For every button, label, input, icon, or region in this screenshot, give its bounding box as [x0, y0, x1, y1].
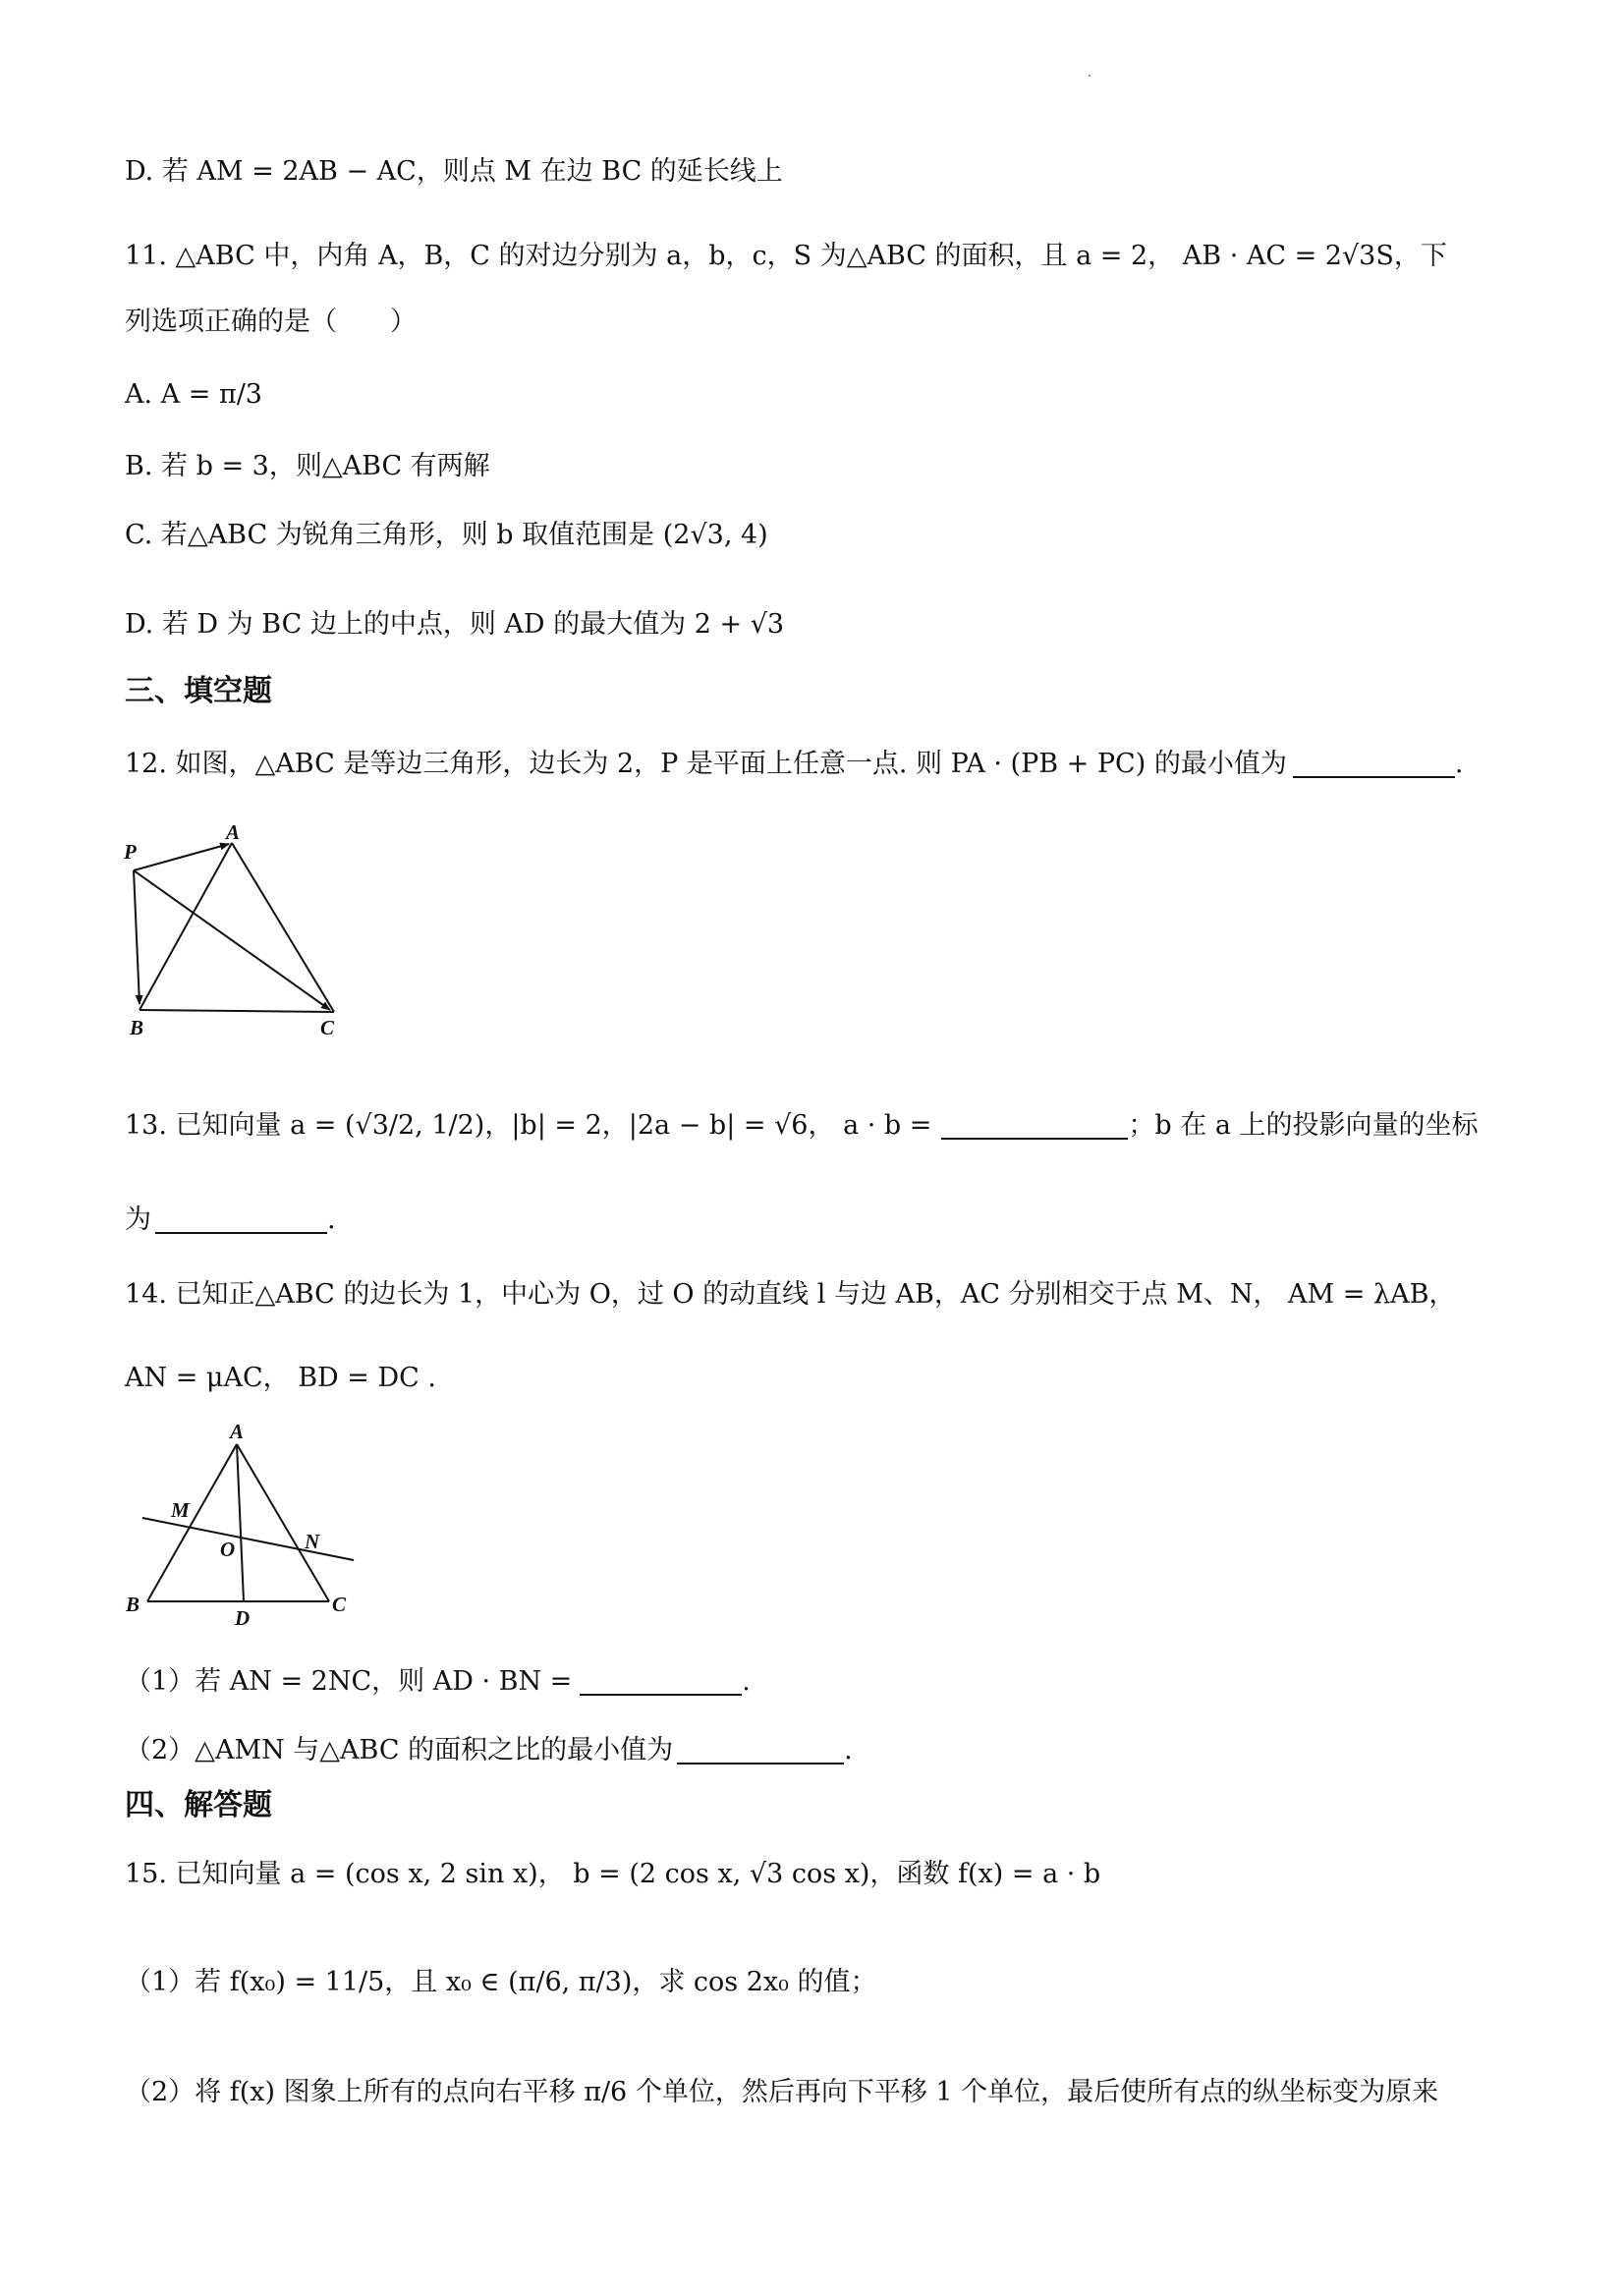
label-m: M — [171, 1498, 190, 1522]
section-solve-heading: 四、解答题 — [125, 1788, 272, 1822]
question-14-stem-cont: AN = μAC， BD = DC . — [125, 1363, 436, 1393]
question-14-part-2-text: （2）△AMN 与△ABC 的面积之比的最小值为 — [125, 1735, 674, 1765]
question-11-stem: 11. △ABC 中，内角 A，B，C 的对边分别为 a，b，c，S 为△ABC 的面积，且 a = 2， AB · AC = 2√3S，下 — [125, 241, 1447, 271]
question-15-part-1: （1）若 f(x₀) = 11/5，且 x₀ ∈ (π/6, π/3)，求 cos 2x₀ 的值； — [125, 1967, 877, 1997]
question-14-part-1-text: （1）若 AN = 2NC，则 AD · BN = — [125, 1666, 573, 1697]
label-c: C — [320, 1016, 335, 1039]
median-ad — [237, 1444, 244, 1601]
question-14-stem: 14. 已知正△ABC 的边长为 1，中心为 O，过 O 的动直线 l 与边 AB，AC 分别相交于点 M、N， AM = λAB， — [125, 1279, 1456, 1310]
figure-12-diagram — [118, 825, 354, 1046]
label-p: P — [124, 840, 137, 864]
label-d: D — [235, 1606, 251, 1630]
option-11b: B. 若 b = 3，则△ABC 有两解 — [125, 451, 490, 481]
side-ab — [147, 1444, 237, 1601]
question-13-stem-cont: 为 . — [125, 1204, 336, 1235]
vector-pa — [134, 844, 229, 870]
option-11a: A. A = π/3 — [125, 379, 262, 410]
vector-pb — [134, 870, 140, 1004]
vector-pc — [134, 870, 330, 1010]
question-11-stem-cont: 列选项正确的是（ ） — [125, 307, 417, 337]
answer-blank-12 — [1293, 747, 1455, 778]
answer-blank-13b — [155, 1203, 327, 1234]
option-11c: C. 若△ABC 为锐角三角形，则 b 取值范围是 (2√3, 4) — [125, 520, 768, 550]
side-ab — [140, 843, 232, 1010]
answer-blank-14a — [580, 1664, 742, 1696]
side-ac — [232, 843, 334, 1012]
label-c: C — [332, 1593, 347, 1616]
option-11d: D. 若 D 为 BC 边上的中点，则 AD 的最大值为 2 + √3 — [125, 609, 785, 640]
question-13-text: 13. 已知向量 a = (√3/2, 1/2)，|b| = 2，|2a − b| = √6， a · b = — [125, 1110, 932, 1141]
question-13-stem — [125, 1106, 1479, 1146]
side-bc — [140, 1010, 334, 1012]
question-12-stem: 12. 如图，△ABC 是等边三角形，边长为 2，P 是平面上任意一点. 则 PA · (PB + PC) 的最小值为 . — [125, 749, 1464, 779]
question-13-text-cont: ；b 在 a 上的投影向量的坐标 — [1128, 1110, 1479, 1141]
label-n: N — [305, 1530, 320, 1553]
option-10d: D. 若 AM = 2AB − AC，则点 M 在边 BC 的延长线上 — [125, 156, 783, 187]
scan-speck — [1089, 75, 1091, 77]
question-14-part-2: （2）△AMN 与△ABC 的面积之比的最小值为 . — [125, 1735, 853, 1765]
section-fill-in-heading: 三、填空题 — [125, 674, 272, 708]
side-ac — [237, 1444, 329, 1601]
label-o: O — [220, 1538, 236, 1561]
answer-blank-13a — [941, 1108, 1128, 1140]
answer-blank-14b — [677, 1733, 844, 1764]
label-a: A — [226, 825, 241, 844]
question-15-stem: 15. 已知向量 a = (cos x, 2 sin x)， b = (2 cos x, √3 cos x)，函数 f(x) = a · b — [125, 1859, 1101, 1889]
question-14-part-1: （1）若 AN = 2NC，则 AD · BN = . — [125, 1666, 751, 1697]
label-b: B — [126, 1593, 140, 1616]
figure-14-diagram — [118, 1415, 373, 1631]
question-13-wei: 为 — [125, 1204, 151, 1235]
label-b: B — [130, 1016, 144, 1039]
label-a: A — [230, 1420, 245, 1443]
question-15-part-2: （2）将 f(x) 图象上所有的点向右平移 π/6 个单位，然后再向下平移 1 个单位，最后使所有点的纵坐标变为原来 — [125, 2077, 1439, 2107]
question-12-text: 12. 如图，△ABC 是等边三角形，边长为 2，P 是平面上任意一点. 则 PA · (PB + PC) 的最小值为 — [125, 749, 1287, 779]
